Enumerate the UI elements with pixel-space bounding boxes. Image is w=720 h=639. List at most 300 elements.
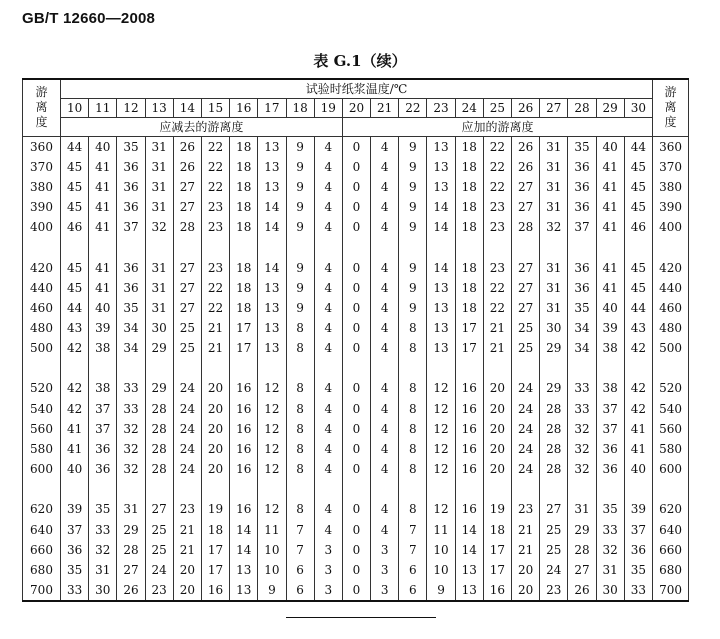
temperature-cell: 27 — [540, 98, 568, 117]
correction-cell: 31 — [145, 278, 173, 298]
correction-cell: 28 — [540, 399, 568, 419]
correction-cell: 34 — [117, 338, 145, 358]
correction-cell: 42 — [624, 378, 652, 398]
correction-cell: 20 — [201, 399, 229, 419]
temperature-cell: 21 — [371, 98, 399, 117]
correction-cell: 18 — [455, 136, 483, 157]
correction-cell: 41 — [89, 217, 117, 237]
correction-cell: 45 — [61, 278, 89, 298]
correction-cell: 18 — [455, 257, 483, 277]
correction-cell: 6 — [399, 560, 427, 580]
spacer-cell — [399, 358, 427, 378]
correction-cell: 0 — [342, 439, 370, 459]
correction-cell: 16 — [230, 378, 258, 398]
freeness-value-left: 680 — [23, 560, 61, 580]
correction-cell: 0 — [342, 540, 370, 560]
spacer-cell — [173, 358, 201, 378]
spacer-cell — [455, 358, 483, 378]
correction-cell: 0 — [342, 580, 370, 601]
temperature-cell: 16 — [230, 98, 258, 117]
spacer-cell — [568, 358, 596, 378]
correction-cell: 16 — [230, 419, 258, 439]
correction-cell: 28 — [117, 540, 145, 560]
correction-cell: 11 — [427, 520, 455, 540]
temperature-cell: 17 — [258, 98, 286, 117]
correction-cell: 3 — [371, 560, 399, 580]
correction-cell: 36 — [568, 257, 596, 277]
correction-cell: 33 — [596, 520, 624, 540]
correction-cell: 30 — [540, 318, 568, 338]
correction-cell: 4 — [314, 278, 342, 298]
correction-cell: 9 — [399, 298, 427, 318]
correction-cell: 8 — [286, 338, 314, 358]
correction-cell: 23 — [483, 257, 511, 277]
correction-cell: 8 — [399, 318, 427, 338]
correction-cell: 18 — [483, 520, 511, 540]
correction-cell: 7 — [286, 520, 314, 540]
correction-cell: 13 — [258, 278, 286, 298]
correction-cell: 31 — [568, 499, 596, 519]
correction-cell: 4 — [314, 318, 342, 338]
correction-cell: 18 — [230, 278, 258, 298]
correction-cell: 24 — [512, 399, 540, 419]
spacer-cell — [61, 237, 89, 257]
correction-cell: 26 — [173, 157, 201, 177]
correction-cell: 30 — [145, 318, 173, 338]
spacer-cell — [230, 237, 258, 257]
freeness-value-right: 500 — [653, 338, 689, 358]
table-caption: 表 G.1（续） — [313, 52, 407, 70]
correction-cell: 22 — [483, 157, 511, 177]
correction-cell: 31 — [540, 298, 568, 318]
freeness-value-left: 660 — [23, 540, 61, 560]
temperature-header: 试验时纸浆温度/℃ — [61, 79, 653, 98]
correction-cell: 31 — [145, 197, 173, 217]
correction-cell: 28 — [540, 439, 568, 459]
correction-cell: 13 — [258, 157, 286, 177]
correction-cell: 23 — [201, 217, 229, 237]
spacer-cell — [624, 479, 652, 499]
spacer-cell — [117, 237, 145, 257]
freeness-value-left: 700 — [23, 580, 61, 601]
correction-cell: 4 — [314, 459, 342, 479]
correction-cell: 36 — [117, 257, 145, 277]
correction-cell: 9 — [399, 177, 427, 197]
correction-cell: 24 — [512, 459, 540, 479]
correction-cell: 12 — [427, 378, 455, 398]
correction-cell: 45 — [624, 257, 652, 277]
correction-cell: 18 — [455, 177, 483, 197]
freeness-value-left: 480 — [23, 318, 61, 338]
correction-cell: 0 — [342, 338, 370, 358]
temperature-cell: 14 — [173, 98, 201, 117]
correction-cell: 28 — [568, 540, 596, 560]
correction-cell: 32 — [117, 439, 145, 459]
correction-cell: 20 — [173, 580, 201, 601]
table-row — [23, 298, 689, 318]
spacer-cell — [286, 358, 314, 378]
table-row — [23, 520, 689, 540]
correction-cell: 0 — [342, 298, 370, 318]
correction-cell: 30 — [596, 580, 624, 601]
temperature-cell: 26 — [512, 98, 540, 117]
correction-cell: 4 — [371, 419, 399, 439]
temperature-values-row — [23, 98, 689, 117]
correction-cell: 8 — [399, 338, 427, 358]
table-row — [23, 378, 689, 398]
correction-cell: 27 — [173, 278, 201, 298]
correction-cell: 24 — [173, 399, 201, 419]
correction-cell: 42 — [61, 399, 89, 419]
correction-cell: 0 — [342, 197, 370, 217]
spacer-cell — [512, 237, 540, 257]
spacer-cell — [483, 358, 511, 378]
correction-cell: 37 — [568, 217, 596, 237]
correction-cell: 17 — [230, 338, 258, 358]
correction-cell: 35 — [568, 136, 596, 157]
correction-cell: 23 — [145, 580, 173, 601]
correction-cell: 38 — [596, 338, 624, 358]
correction-cell: 16 — [201, 580, 229, 601]
correction-cell: 36 — [596, 459, 624, 479]
correction-cell: 31 — [145, 157, 173, 177]
spacer-cell — [23, 237, 61, 257]
correction-cell: 20 — [483, 399, 511, 419]
correction-cell: 16 — [230, 459, 258, 479]
correction-cell: 31 — [540, 157, 568, 177]
correction-cell: 37 — [596, 419, 624, 439]
correction-cell: 0 — [342, 520, 370, 540]
correction-cell: 12 — [427, 439, 455, 459]
correction-cell: 22 — [483, 136, 511, 157]
spacer-cell — [173, 479, 201, 499]
correction-cell: 9 — [399, 278, 427, 298]
correction-cell: 9 — [286, 298, 314, 318]
correction-cell: 24 — [145, 560, 173, 580]
correction-cell: 11 — [258, 520, 286, 540]
correction-cell: 8 — [399, 459, 427, 479]
correction-cell: 16 — [455, 419, 483, 439]
correction-cell: 17 — [483, 540, 511, 560]
correction-cell: 9 — [399, 257, 427, 277]
correction-cell: 38 — [89, 378, 117, 398]
correction-cell: 20 — [512, 580, 540, 601]
correction-cell: 8 — [286, 318, 314, 338]
correction-cell: 24 — [173, 378, 201, 398]
correction-cell: 34 — [117, 318, 145, 338]
correction-cell: 32 — [89, 540, 117, 560]
correction-cell: 32 — [568, 419, 596, 439]
correction-cell: 18 — [230, 177, 258, 197]
table-row — [23, 177, 689, 197]
spacer-cell — [258, 237, 286, 257]
correction-cell: 44 — [624, 298, 652, 318]
correction-cell: 29 — [117, 520, 145, 540]
correction-cell: 20 — [483, 439, 511, 459]
correction-cell: 27 — [173, 298, 201, 318]
correction-cell: 0 — [342, 157, 370, 177]
correction-cell: 42 — [624, 338, 652, 358]
correction-cell: 18 — [230, 157, 258, 177]
correction-cell: 39 — [89, 318, 117, 338]
correction-cell: 18 — [201, 520, 229, 540]
correction-cell: 10 — [427, 560, 455, 580]
spacer-cell — [371, 237, 399, 257]
correction-cell: 3 — [371, 580, 399, 601]
spacer-cell — [286, 237, 314, 257]
correction-cell: 9 — [286, 157, 314, 177]
correction-cell: 16 — [455, 439, 483, 459]
correction-cell: 12 — [258, 399, 286, 419]
correction-cell: 22 — [483, 177, 511, 197]
correction-cell: 0 — [342, 278, 370, 298]
correction-cell: 14 — [258, 217, 286, 237]
temperature-cell: 29 — [596, 98, 624, 117]
spacer-row — [23, 479, 689, 499]
correction-cell: 36 — [596, 439, 624, 459]
correction-cell: 21 — [483, 338, 511, 358]
correction-cell: 44 — [61, 298, 89, 318]
correction-cell: 4 — [314, 157, 342, 177]
document-code: GB/T 12660—2008 — [22, 10, 156, 27]
spacer-cell — [512, 358, 540, 378]
freeness-value-right: 680 — [653, 560, 689, 580]
correction-cell: 24 — [173, 419, 201, 439]
correction-cell: 8 — [286, 439, 314, 459]
correction-cell: 4 — [314, 338, 342, 358]
freeness-value-right: 600 — [653, 459, 689, 479]
freeness-value-right: 440 — [653, 278, 689, 298]
correction-cell: 12 — [427, 399, 455, 419]
correction-cell: 7 — [399, 540, 427, 560]
spacer-cell — [89, 358, 117, 378]
correction-cell: 17 — [483, 560, 511, 580]
spacer-cell — [568, 237, 596, 257]
correction-cell: 27 — [540, 499, 568, 519]
correction-cell: 13 — [258, 136, 286, 157]
correction-cell: 33 — [568, 399, 596, 419]
correction-cell: 4 — [314, 378, 342, 398]
correction-cell: 20 — [173, 560, 201, 580]
correction-cell: 4 — [371, 399, 399, 419]
freeness-value-left: 600 — [23, 459, 61, 479]
correction-cell: 20 — [201, 459, 229, 479]
correction-cell: 14 — [427, 217, 455, 237]
correction-cell: 41 — [89, 278, 117, 298]
temperature-cell: 10 — [61, 98, 89, 117]
correction-cell: 0 — [342, 419, 370, 439]
spacer-cell — [427, 237, 455, 257]
spacer-cell — [61, 358, 89, 378]
correction-cell: 14 — [427, 197, 455, 217]
correction-cell: 4 — [314, 197, 342, 217]
correction-cell: 4 — [314, 399, 342, 419]
correction-cell: 33 — [117, 378, 145, 398]
freeness-value-left: 620 — [23, 499, 61, 519]
correction-cell: 39 — [596, 318, 624, 338]
freeness-value-left: 380 — [23, 177, 61, 197]
correction-cell: 16 — [230, 439, 258, 459]
freeness-value-left: 460 — [23, 298, 61, 318]
correction-cell: 4 — [314, 499, 342, 519]
spacer-cell — [596, 358, 624, 378]
freeness-label: 游 离 度 — [664, 85, 677, 130]
correction-cell: 13 — [427, 177, 455, 197]
correction-cell: 41 — [89, 257, 117, 277]
correction-cell: 3 — [314, 560, 342, 580]
correction-cell: 4 — [371, 439, 399, 459]
correction-cell: 16 — [455, 499, 483, 519]
correction-cell: 40 — [596, 298, 624, 318]
correction-cell: 28 — [145, 399, 173, 419]
correction-cell: 36 — [89, 439, 117, 459]
correction-cell: 18 — [230, 197, 258, 217]
freeness-header-left — [23, 79, 61, 136]
correction-cell: 9 — [399, 197, 427, 217]
spacer-cell — [427, 358, 455, 378]
correction-cell: 18 — [230, 136, 258, 157]
correction-cell: 19 — [483, 499, 511, 519]
correction-cell: 16 — [455, 399, 483, 419]
temperature-cell: 25 — [483, 98, 511, 117]
correction-cell: 34 — [568, 338, 596, 358]
correction-cell: 28 — [540, 419, 568, 439]
correction-cell: 7 — [286, 540, 314, 560]
correction-cell: 0 — [342, 399, 370, 419]
correction-cell: 9 — [399, 136, 427, 157]
correction-cell: 23 — [201, 197, 229, 217]
spacer-cell — [342, 237, 370, 257]
correction-cell: 16 — [230, 399, 258, 419]
correction-cell: 36 — [568, 278, 596, 298]
correction-cell: 37 — [117, 217, 145, 237]
correction-cell: 4 — [371, 157, 399, 177]
spacer-cell — [342, 358, 370, 378]
correction-cell: 40 — [89, 136, 117, 157]
correction-cell: 10 — [427, 540, 455, 560]
correction-cell: 12 — [258, 419, 286, 439]
correction-cell: 35 — [568, 298, 596, 318]
correction-cell: 31 — [540, 257, 568, 277]
freeness-value-right: 460 — [653, 298, 689, 318]
correction-cell: 32 — [596, 540, 624, 560]
correction-cell: 16 — [230, 499, 258, 519]
correction-cell: 18 — [455, 298, 483, 318]
correction-cell: 42 — [61, 338, 89, 358]
correction-cell: 25 — [512, 338, 540, 358]
correction-cell: 12 — [258, 499, 286, 519]
correction-cell: 33 — [624, 580, 652, 601]
spacer-cell — [201, 358, 229, 378]
correction-cell: 26 — [512, 136, 540, 157]
correction-cell: 31 — [540, 197, 568, 217]
spacer-cell — [89, 237, 117, 257]
freeness-value-left: 370 — [23, 157, 61, 177]
correction-cell: 21 — [512, 540, 540, 560]
freeness-value-left: 440 — [23, 278, 61, 298]
correction-cell: 0 — [342, 560, 370, 580]
correction-cell: 36 — [117, 278, 145, 298]
spacer-cell — [89, 479, 117, 499]
correction-cell: 39 — [61, 499, 89, 519]
correction-cell: 37 — [61, 520, 89, 540]
correction-cell: 35 — [117, 136, 145, 157]
spacer-cell — [427, 479, 455, 499]
correction-cell: 31 — [117, 499, 145, 519]
correction-cell: 14 — [230, 520, 258, 540]
correction-cell: 46 — [624, 217, 652, 237]
add-header: 应加的游离度 — [342, 117, 652, 136]
correction-cell: 20 — [201, 439, 229, 459]
correction-cell: 37 — [89, 419, 117, 439]
correction-cell: 13 — [455, 580, 483, 601]
correction-cell: 41 — [89, 197, 117, 217]
spacer-cell — [371, 479, 399, 499]
correction-cell: 20 — [512, 560, 540, 580]
correction-cell: 9 — [286, 177, 314, 197]
temperature-cell: 20 — [342, 98, 370, 117]
spacer-cell — [258, 479, 286, 499]
correction-cell: 13 — [258, 298, 286, 318]
correction-cell: 4 — [371, 197, 399, 217]
spacer-row — [23, 358, 689, 378]
correction-cell: 23 — [173, 499, 201, 519]
correction-cell: 9 — [258, 580, 286, 601]
correction-cell: 40 — [89, 298, 117, 318]
spacer-cell — [653, 479, 689, 499]
freeness-value-left: 540 — [23, 399, 61, 419]
freeness-value-right: 390 — [653, 197, 689, 217]
correction-cell: 23 — [512, 499, 540, 519]
correction-cell: 6 — [286, 560, 314, 580]
spacer-cell — [145, 479, 173, 499]
correction-cell: 34 — [568, 318, 596, 338]
correction-cell: 35 — [61, 560, 89, 580]
table-row — [23, 318, 689, 338]
spacer-cell — [117, 479, 145, 499]
correction-cell: 10 — [258, 560, 286, 580]
correction-cell: 25 — [173, 338, 201, 358]
correction-cell: 12 — [258, 459, 286, 479]
correction-cell: 32 — [145, 217, 173, 237]
correction-cell: 22 — [201, 278, 229, 298]
correction-cell: 4 — [371, 257, 399, 277]
correction-cell: 18 — [230, 217, 258, 237]
correction-cell: 27 — [512, 177, 540, 197]
correction-cell: 45 — [61, 177, 89, 197]
correction-cell: 45 — [624, 197, 652, 217]
correction-cell: 46 — [61, 217, 89, 237]
footer-rule — [286, 617, 436, 618]
correction-cell: 40 — [624, 459, 652, 479]
correction-cell: 31 — [145, 136, 173, 157]
correction-cell: 33 — [61, 580, 89, 601]
correction-cell: 12 — [427, 419, 455, 439]
table-row — [23, 419, 689, 439]
correction-cell: 28 — [145, 439, 173, 459]
correction-cell: 45 — [624, 157, 652, 177]
correction-cell: 27 — [117, 560, 145, 580]
freeness-value-left: 360 — [23, 136, 61, 157]
spacer-cell — [455, 479, 483, 499]
correction-cell: 18 — [230, 257, 258, 277]
correction-cell: 4 — [371, 520, 399, 540]
spacer-cell — [483, 479, 511, 499]
table-row — [23, 278, 689, 298]
spacer-cell — [342, 479, 370, 499]
correction-cell: 6 — [286, 580, 314, 601]
correction-cell: 29 — [145, 378, 173, 398]
